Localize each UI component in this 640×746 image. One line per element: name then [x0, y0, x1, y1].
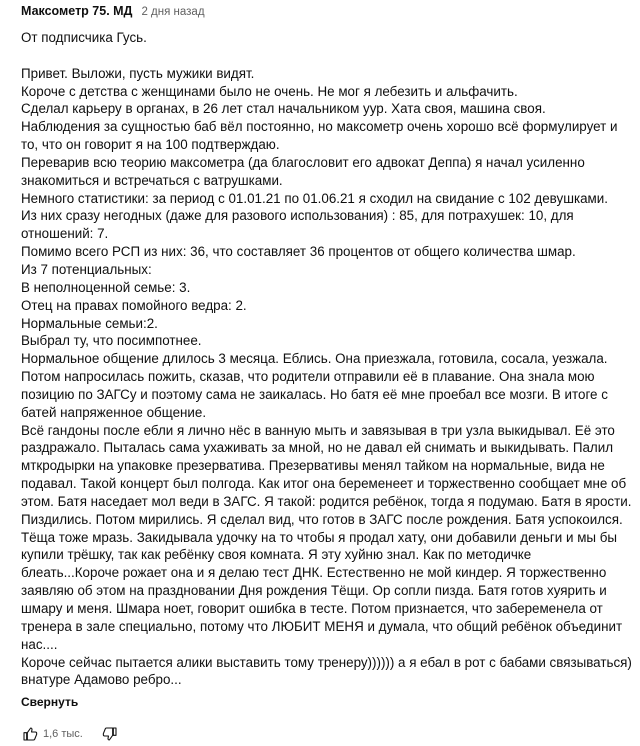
comment-paragraph: Сделал карьеру в органах, в 26 лет стал начальником уур. Хата своя, машина своя. — [21, 101, 546, 117]
comment-time[interactable]: 2 дня назад — [141, 6, 205, 18]
comment-paragraph: Всё гандоны после ебли я лично нёс в ванную мыть и завязывая в три узла выкидывал. Её это раздражало. Пыталась сама ухаживать за мной, но не давал ей снимать и выкидывать. Палил мткродырки на упаковке презерватива. Презервативы менял тайком на нормальные, вида не подавал. Такой концерт был полгода. Как итог она беременеет и торжественно сообщает мне об этом. Батя наседает мол веди в ЗАГС. Я такой: родится ребёнок, тогда я подумаю. Батя в ярости. Пиздились. Потом мирились. Я сделал вид, что готов в ЗАГС после рождения. Батя успокоился. Тёща тоже мразь. Закидывала удочку на то чтобы я продал хату, они добавили деньги и мы бы купили трёшку, так как ребёнку своя комната. Я эту хуйню знал. Как по методичке блеать...Короче рожает она и я делаю тест ДНК. Естественно не мой киндер. Я торжественно заявляю об этом на праздновании Дня рождения Тёщи. Ор сопли пизда. Батя готов хуярить и шмару и меня. Шмара ноет, говорит ошибка в тесте. Потом признается, что забеременела от тренера в зале специально, потому что ЛЮБИТ МЕНЯ и думала, что общий ребёнок объединит нас.... — [21, 422, 632, 652]
comment-paragraph: Помимо всего РСП из них: 36, что составляет 36 процентов от общего количества шмар. — [21, 244, 576, 260]
comment-actions — [21, 722, 632, 746]
like-count: 1,6 тыс. — [43, 728, 83, 741]
comment-paragraph-gap — [21, 47, 632, 65]
comment-paragraph: Короче сейчас пытается алики выставить тому тренеру)))))) а я ебал в рот с бабами связываться) внатуре Адамово ребро... — [21, 654, 632, 688]
thumbs-down-icon — [102, 726, 118, 742]
comment-paragraph: Выбрал ту, что посимпотнее. — [21, 333, 202, 349]
comment-text — [21, 29, 632, 689]
comment-author[interactable]: Максометр 75. МД — [21, 4, 133, 18]
comment-paragraph: Из 7 потенциальных: — [21, 261, 152, 277]
comment-paragraph: Немного статистики: за период с 01.01.21 по 01.06.21 я сходил на свидание с 102 девушками. — [21, 190, 608, 206]
comment-paragraph: Наблюдения за сущностью баб вёл постоянно, но максометр очень хорошо всё формулирует и то, что он говорит я на 100 подтверждаю. — [21, 119, 618, 153]
comment-paragraph: Из них сразу негодных (даже для разового использования) : 85, для потрахушек: 10, для отношений: 7. — [21, 208, 574, 242]
comment-paragraph: Короче с детства с женщинами было не очень. Не мог я лебезить и альфачить. — [21, 83, 518, 99]
collapse-button[interactable]: Свернуть — [21, 695, 79, 710]
thumbs-up-icon — [22, 726, 38, 742]
comment-paragraph: Нормальные семьи:2. — [21, 315, 158, 331]
comment-paragraph: В неполноценной семье: 3. — [21, 279, 191, 295]
comment-paragraph: От подписчика Гусь. — [21, 30, 147, 45]
comment-paragraph: Отец на правах помойного ведра: 2. — [21, 297, 247, 313]
comment-paragraph: Переварив всю теорию максометра (да благословит его адвокат Деппа) я начал усиленно знакомиться и встречаться с ватрушками. — [21, 154, 585, 188]
comment-paragraph: Нормальное общение длилось 3 месяца. Еблись. Она приезжала, готовила, сосала, уезжала. Потом напросилась пожить, сказав, что родители отправили её в плавание. Она знала мою позицию по ЗАГСу и поэтому сама не заикалась. Но батя её мне проебал все мозги. В итоге с батей напряженное общение. — [21, 351, 608, 420]
comment-paragraph: Привет. Выложи, пусть мужики видят. — [21, 65, 255, 81]
comment-header — [21, 4, 632, 26]
